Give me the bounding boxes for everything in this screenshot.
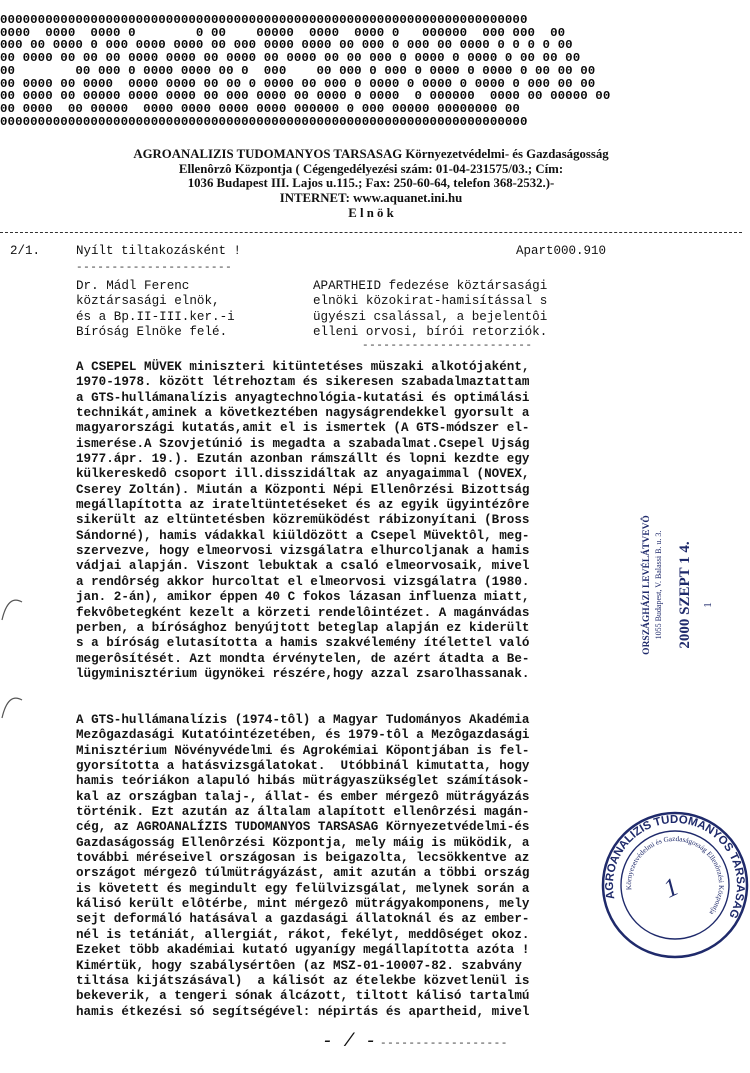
subject-line: elnöki közokirat-hamisítással s [313, 294, 548, 309]
paragraph-line: lügyminisztérium ügynökei részére,hogy azzal zsarolhassanak. [76, 666, 530, 681]
paragraph-line: szervezve, hogy elmeorvosi vizsgálatra elhurcoljanak a hamis [76, 544, 530, 559]
addressee-line: köztársasági elnök, [76, 294, 220, 309]
paragraph-line: hamis étkezési só segítségével: népirtás és apartheid, mivel [76, 1004, 530, 1019]
paragraph-line: sikerült az eltüntetésben közremüködést rábizonyítani (Bross [76, 513, 530, 528]
page-continuation-mark: - / - [322, 1032, 377, 1052]
punch-hole-mark-upper [0, 590, 24, 630]
subject-line: APARTHEID fedezése köztársasági [313, 279, 548, 293]
letterhead-address: 1036 Budapest III. Lajos u.115.; Fax: 250-60-64, telefon 368-2532.) [187, 176, 550, 191]
banner-line: 00 0000 00 00000 0000 0000 0000 0000 000000 0 000 00000 00000000 00 [0, 101, 520, 116]
paragraph-line: s a bíróság elutasította a hamis szakvélemény ítélettel való [76, 636, 530, 651]
banner-line: 0000000000000000000000000000000000000000000000000000000000000000000000 [0, 114, 528, 129]
section-number: 2/1. [10, 244, 41, 258]
header-divider [0, 232, 742, 233]
paragraph-line: magyarországi kutatás,amit el is ismertek (A GTS-módszer el- [76, 421, 530, 436]
paragraph-line: perben, a bírósághoz benyújtott beteglap alapján ez kiderült [76, 620, 530, 635]
paragraph-line: 1970-1978. között létrehoztam és sikeresen szabadalmaztattam [76, 375, 530, 390]
letterhead-mark: - [549, 176, 555, 191]
received-stamp [615, 470, 735, 700]
addressee-line: Dr. Mádl Ferenc [76, 279, 190, 293]
paragraph-line: bekeverik, a tengeri sónak álcázott, tiltott kálisó tartalmú [76, 989, 530, 1004]
paragraph-line: jan. 2-án), amikor éppen 40 C fokos lázasan influenza miatt, [76, 590, 530, 605]
paragraph-line: technikát,aminek a következtében nagyságrendekkel gyorsult a [76, 406, 530, 421]
addressee-line: és a Bp.II-III.ker.-i [76, 309, 235, 324]
paragraph-line: Sándorné), hamis vádakkal kiüldözött a Csepel Müvektôl, meg- [76, 528, 530, 543]
paragraph-line: történik. Ezt azután az általam alapított ellenôrzési magán- [76, 805, 530, 820]
subject-line: elleni orvosi, bírói retorziók. [313, 325, 548, 340]
paragraph-line: Cserey Zoltán). Miután a Központi Népi Ellenôrzési Bizottság [76, 482, 530, 497]
banner-line: 000 00 0000 0 000 0000 0000 00 000 0000 0000 00 000 0 000 00 0000 0 0 0 0 00 [0, 38, 573, 53]
paragraph-line: Mezôgazdasági Kutatóintézetében, és 1979-tôl a Mezôgazdasági [76, 728, 530, 743]
banner-line: 00 00 000 0 0000 0000 00 0 000 00 000 0 000 0 0000 0 0000 0 00 00 00 [0, 63, 596, 78]
paragraph-line: tiltása kijátszásával) a kálisót az ételekbe közvetlenül is [76, 973, 530, 988]
paragraph-line: A CSEPEL MÜVEK miniszteri kitüntetéses müszaki alkotójaként, [76, 360, 530, 374]
paragraph-line: hamis teóriákon alapuló hibás mütrágyaszükséglet számítások- [76, 774, 530, 789]
paragraph-line: 1977.ápr. 19.). Ezután azonban rámszállt és lopni kezdte egy [76, 452, 530, 467]
received-stamp-number: 1 [702, 602, 714, 608]
paragraph-line: megállapította az irateltüntetéseket és az egyik ügyintézôre [76, 498, 530, 513]
subject-underline: ------------------------ [362, 340, 533, 352]
paragraph-line: sejt deformáló hatásával a gazdasági állatoknál és az ember- [76, 912, 530, 927]
banner-line: 00 0000 00 00 00 0000 0000 00 0000 00 0000 00 00 000 0 0000 0 0000 0 00 00 00 [0, 51, 581, 66]
round-stamp-number: 1 [658, 871, 683, 904]
paragraph-line: Gazdaságosság Ellenôrzési Központja, mely máig is müködik, a [76, 835, 530, 850]
body-paragraph-1 [76, 360, 529, 682]
paragraph-line: megerôsítését. Azt mondta érvénytelen, de azért átadta a Be- [76, 651, 530, 666]
received-stamp-date: 2000 SZEPT 1 4. [677, 541, 693, 649]
reference-code: Apart000.910 [516, 244, 607, 258]
paragraph-line: is követett és megindult egy felülvizsgálat, melynek során a [76, 881, 530, 896]
letterhead-role: E l n ö k [348, 205, 394, 220]
round-stamp-inner-text: Környezetvédelmi és Gazdaságosság Ellenôrzési Központja [624, 834, 726, 917]
letterhead-internet: INTERNET: www.aquanet.ini.hu [279, 191, 463, 206]
round-stamp-outer-text: AGROANALIZIS TUDOMANYOS TARSASAG [603, 813, 747, 921]
letterhead-line1: AGROANALIZIS TUDOMANYOS TARSASAG Környezetvédelmi- és Gazdaságosság [133, 147, 609, 161]
paragraph-line: A GTS-hullámanalízis (1974-tôl) a Magyar Tudományos Akadémia [76, 713, 530, 727]
paragraph-line: a rendôrség akkor hurcoltat el elmeorvosi vizsgálatra (1980. [76, 574, 530, 589]
letterhead [0, 147, 742, 221]
banner-line: 00 0000 00 0000 0000 0000 00 00 0 0000 00 000 0 0000 0 0000 0 0000 0 000 00 00 [0, 76, 596, 91]
paragraph-line: Ezeket több akadémiai kutató ugyanígy megállapította azóta ! [76, 943, 530, 958]
paragraph-line: országot mérgezô túlmütrágyázást, amit azután a többi ország [76, 866, 530, 881]
title-underline: ---------------------- [76, 262, 233, 274]
paragraph-line: kal az országban talaj-, állat- és ember mérgezô mütrágyázás [76, 789, 530, 804]
paragraph-line: további méréseivel országosan is beigazolta, lecsökkentve az [76, 851, 530, 866]
subject-line: ügyészi csalással, a bejelentôi [313, 309, 548, 324]
received-stamp-address: 1055 Budapest, V. Balassi B. u. 3. [654, 530, 663, 640]
letterhead-line2: Ellenôrzô Központja ( Cégengedélyezési szám: 01-04-231575/03.; Cím: [178, 161, 564, 176]
paragraph-line: külkereskedô csoport ill.disszidáltak az anyagaimmal (NOVEX, [76, 467, 530, 482]
banner-line: 0000 0000 0000 0 0 00 00000 0000 0000 0 000000 000 000 00 [0, 25, 566, 40]
paragraph-line: Minisztérium Növényvédelmi és Agrokémiai Köpontjában is fel- [76, 743, 530, 758]
bottom-rule: ------------------ [380, 1038, 508, 1050]
banner-line: 0000000000000000000000000000000000000000000000000000000000000000000000 [0, 13, 528, 27]
section-title: Nyílt tiltakozásként ! [76, 244, 242, 258]
paragraph-line: Kimértük, hogy szabálysértôen (az MSZ-01-10007-82. szabvány [76, 958, 522, 973]
subject-block [313, 279, 547, 341]
paragraph-line: nél is tetániát, allergiát, rákot, fekélyt, meddôséget okoz. [76, 927, 530, 942]
body-paragraph-2 [76, 713, 529, 1020]
punch-hole-mark-lower [0, 688, 24, 728]
paragraph-line: vádjai alapján. Viszont lebuktak a csaló elmeorvosaik, mivel [76, 559, 530, 574]
paragraph-line: cég, az AGROANALÍZIS TUDOMANYOS TARSASAG Környezetvédelmi-és [76, 820, 530, 835]
paragraph-line: fekvôbetegként kezelt a körzeti rendelôintézet. A magánvádas [76, 605, 530, 620]
paragraph-line: a GTS-hullámanalízis anyagtechnológia-kutatási és optimálási [76, 390, 530, 405]
paragraph-line: ismerése.A Szovjetúnió is megadta a szabadalmat.Csepel Ujság [76, 436, 530, 451]
received-stamp-office: ORSZÁGHÁZI LEVÉLÁTVEVÔ [642, 515, 652, 655]
addressee-block [76, 279, 235, 341]
paragraph-line: gyorsította a hatásvizsgálatokat. Utóbbinál kimutatta, hogy [76, 759, 530, 774]
zero-banner [0, 14, 742, 128]
addressee-line: Bíróság Elnöke felé. [76, 325, 228, 340]
banner-line: 00 0000 00 00000 0000 0000 00 000 0000 00 0000 0 0000 0 000000 0000 00 00000 00 [0, 89, 611, 104]
letterhead-line3 [0, 176, 742, 191]
paragraph-line: kálisó került elôtérbe, mint mérgezô mütrágyakomponens, mely [76, 897, 530, 912]
organisation-round-stamp [600, 810, 750, 960]
